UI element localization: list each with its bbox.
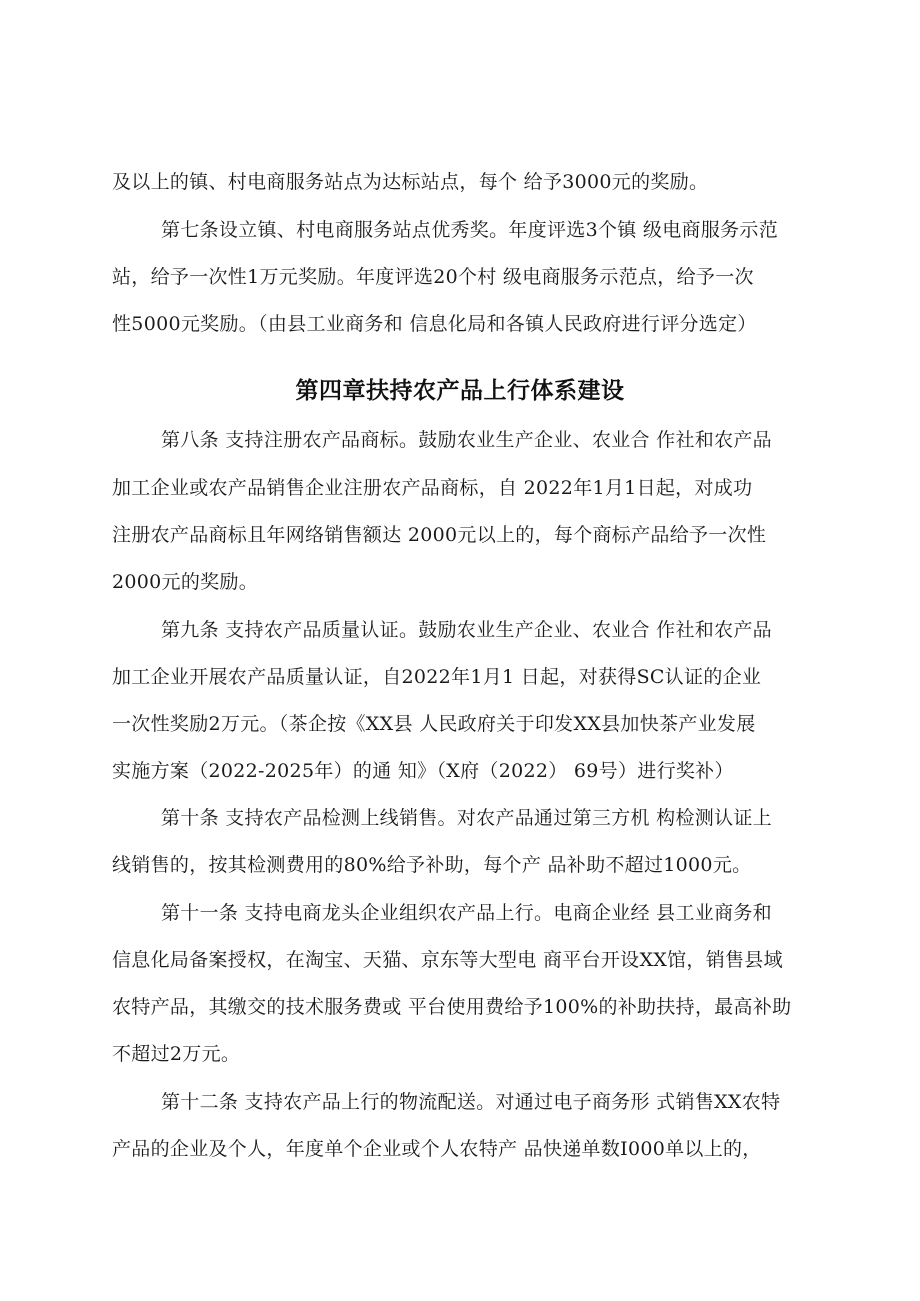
article-11-line: 农特产品，其缴交的技术服务费或 平台使用费给予100%的补助扶持，最高补助 — [112, 996, 792, 1018]
article-11-line: 第十一条 支持电商龙头企业组织农产品上行。电商企业经 县工业商务和 — [161, 902, 772, 924]
article-9-line: 加工企业开展农产品质量认证，自2022年1月1 日起，对获得SC认证的企业 — [112, 666, 762, 688]
article-12-line: 产品的企业及个人，年度单个企业或个人农特产 品快递单数I000单以上的， — [112, 1138, 762, 1160]
article-7-line: 第七条设立镇、村电商服务站点优秀奖。年度评选3个镇 级电商服务示范 — [161, 219, 779, 241]
article-8-line: 2000元的奖励。 — [112, 571, 259, 593]
article-10-line: 第十条 支持农产品检测上线销售。对农产品通过第三方机 构检测认证上 — [161, 807, 772, 829]
article-7-line: 性5000元奖励。（由县工业商务和 信息化局和各镇人民政府进行评分选定） — [112, 313, 757, 335]
article-9-line: 一次性奖励2万元。（茶企按《XX县 人民政府关于印发XX县加快茶产业发展 — [112, 713, 756, 735]
article-11-line: 信息化局备案授权，在淘宝、天猫、京东等大型电 商平台开设XX馆，销售县域 — [112, 949, 783, 971]
article-8-line: 加工企业或农产品销售企业注册农产品商标，自 2022年1月1日起，对成功 — [112, 477, 753, 499]
article-10-line: 线销售的，按其检测费用的80%给予补助，每个产 品补助不超过1000元。 — [112, 854, 752, 876]
article-11-line: 不超过2万元。 — [112, 1043, 241, 1065]
article-12-line: 第十二条 支持农产品上行的物流配送。对通过电子商务形 式销售XX农特 — [161, 1091, 781, 1113]
article-9-line: 实施方案（2022-2025年）的通 知》（X府（2022） 69号）进行奖补） — [112, 760, 734, 782]
article-7-line: 站，给予一次性1万元奖励。年度评选20个村 级电商服务示范点，给予一次 — [112, 266, 754, 288]
article-8-line: 第八条 支持注册农产品商标。鼓励农业生产企业、农业合 作社和农产品 — [161, 429, 772, 451]
article-9-line: 第九条 支持农产品质量认证。鼓励农业生产企业、农业合 作社和农产品 — [161, 619, 772, 641]
article-8-line: 注册农产品商标且年网络销售额达 2000元以上的，每个商标产品给予一次性 — [112, 524, 767, 546]
paragraph-line: 及以上的镇、村电商服务站点为达标站点，每个 给予3000元的奖励。 — [112, 171, 709, 193]
chapter-title: 第四章扶持农产品上行体系建设 — [295, 378, 625, 404]
